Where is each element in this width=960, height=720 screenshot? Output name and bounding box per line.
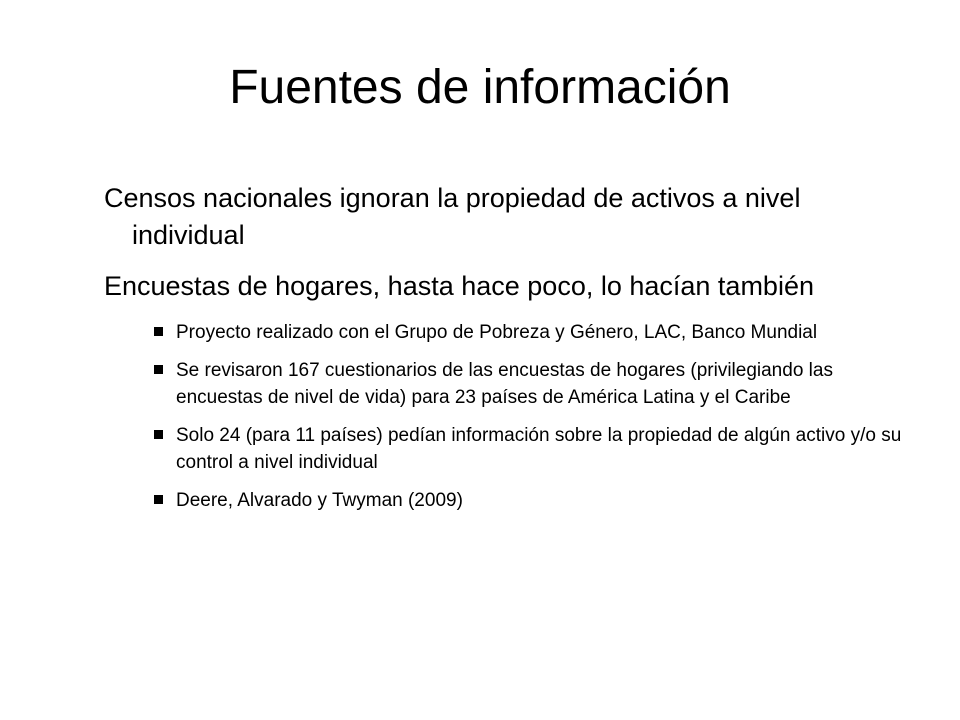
square-bullet-icon [154,430,163,439]
subpoint-text: Se revisaron 167 cuestionarios de las encuestas de hogares (privilegiando las encuestas de nivel de vida) para 23 países de América Latina y el Caribe [176,360,833,408]
square-bullet-icon [154,327,163,336]
subpoint-referencia [154,487,904,514]
square-bullet-icon [154,365,163,374]
subpoint-text: Deere, Alvarado y Twyman (2009) [176,490,463,511]
point-encuestas: Encuestas de hogares, hasta hace poco, lo hacían también [104,271,814,301]
subpoint-text: Proyecto realizado con el Grupo de Pobreza y Género, LAC, Banco Mundial [176,322,818,343]
point-censos: Censos nacionales ignoran la propiedad de activos a nivel individual [104,183,801,250]
subpoint-text: Solo 24 (para 11 países) pedían información sobre la propiedad de algún activo y/o su control a nivel individual [176,425,902,473]
square-bullet-icon [154,495,163,504]
subpoint-proyecto [154,319,904,346]
slide-title: Fuentes de información [229,61,731,114]
slide-body [104,180,904,525]
subpoint-solo-24 [154,422,904,476]
subpoint-cuestionarios [154,357,904,411]
